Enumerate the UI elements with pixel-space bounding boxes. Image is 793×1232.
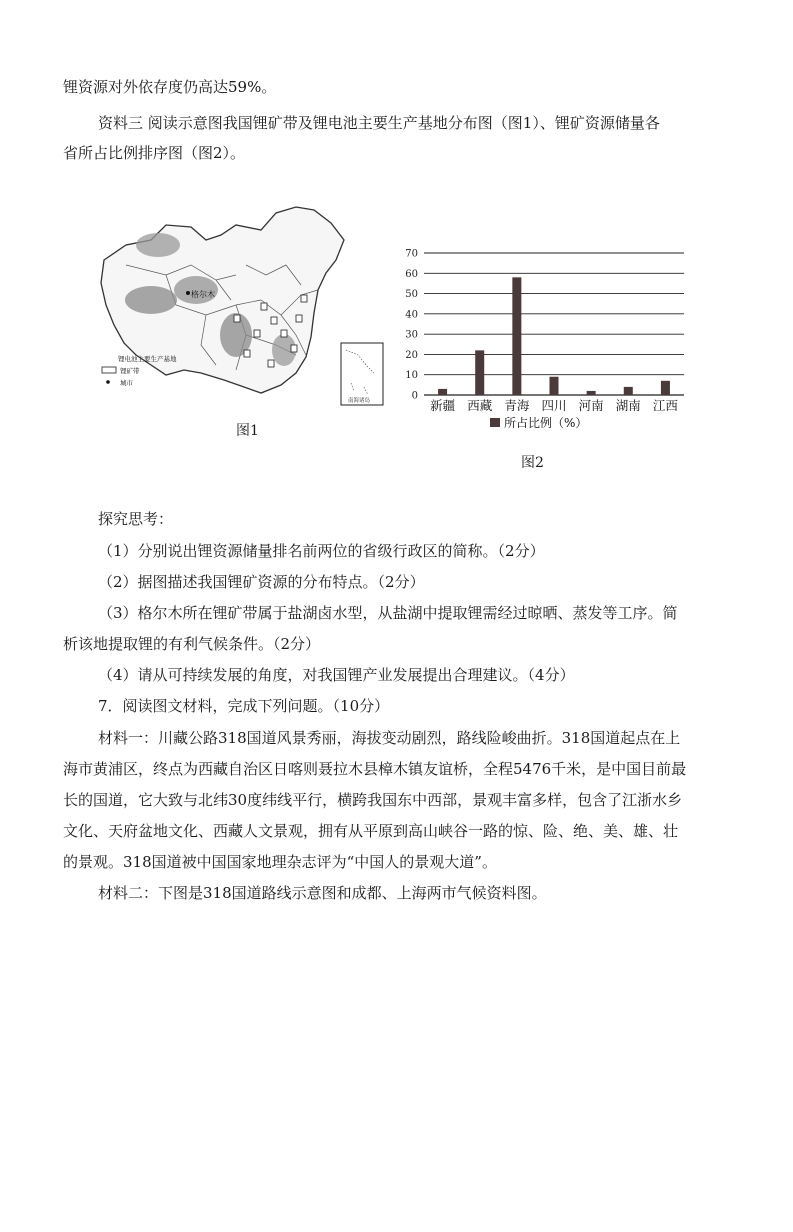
x-tick-label: 江西 bbox=[652, 398, 678, 413]
bar-chart-svg bbox=[396, 243, 696, 448]
material-1-line-3: 长的国道，它大致与北纬30度纬线平行，横跨我国东中西部，景观丰富多样，包含了江浙水乡 bbox=[63, 791, 683, 809]
figure-1-label: 图1 bbox=[236, 423, 259, 439]
legend-box-icon bbox=[102, 367, 116, 373]
question-3-line-1: （3）格尔木所在锂矿带属于盐湖卤水型，从盐湖中提取锂需经过晾晒、蒸发等工序。简 bbox=[98, 604, 678, 622]
material-1-line-5: 的景观。318国道被中国国家地理杂志评为“中国人的景观大道”。 bbox=[63, 853, 497, 871]
text-line-1: 锂资源对外依存度仍高达59%。 bbox=[63, 78, 277, 96]
material-2: 材料二：下图是318国道路线示意图和成都、上海两市气候资料图。 bbox=[98, 884, 547, 902]
question-1: （1）分别说出锂资源储量排名前两位的省级行政区的简称。（2分） bbox=[98, 542, 545, 560]
legend-city-label: 城市 bbox=[120, 379, 133, 387]
bar-4 bbox=[550, 377, 559, 395]
golmud-city-dot bbox=[186, 291, 190, 295]
legend-swatch bbox=[490, 418, 500, 427]
figure-2-label: 图2 bbox=[521, 455, 544, 471]
legend-base-label: 锂电池主要生产基地 bbox=[118, 355, 177, 363]
y-tick-label: 70 bbox=[405, 248, 418, 260]
lithium-belt-tibet bbox=[125, 286, 177, 314]
y-tick-label: 40 bbox=[405, 309, 418, 321]
x-tick-label: 青海 bbox=[504, 398, 530, 413]
question-4: （4）请从可持续发展的角度，对我国锂产业发展提出合理建议。（4分） bbox=[98, 666, 575, 684]
question-3-line-2: 析该地提取锂的有利气候条件。（2分） bbox=[63, 635, 321, 653]
y-tick-label: 0 bbox=[411, 390, 418, 402]
legend-belt-label: 锂矿带 bbox=[120, 367, 140, 375]
golmud-label: 格尔木 bbox=[191, 290, 215, 299]
questions-heading: 探究思考： bbox=[98, 510, 174, 528]
y-tick-label: 20 bbox=[405, 349, 418, 361]
inset-label: 南海诸岛 bbox=[348, 398, 371, 404]
bar-6 bbox=[624, 387, 633, 395]
china-map-drawing bbox=[96, 205, 396, 410]
lithium-map-figure bbox=[96, 205, 396, 410]
bar-1 bbox=[438, 389, 447, 395]
bar-2 bbox=[475, 350, 484, 395]
lithium-belt-xinjiang bbox=[136, 233, 180, 257]
x-tick-label: 四川 bbox=[541, 398, 567, 413]
y-tick-label: 60 bbox=[405, 268, 418, 280]
material-1-line-4: 文化、天府盆地文化、西藏人文景观，拥有从平原到高山峡谷一路的惊、险、绝、美、雄、壮 bbox=[63, 822, 679, 840]
text-line-2: 资料三 阅读示意图我国锂矿带及锂电池主要生产基地分布图（图1）、锂矿资源储量各 bbox=[98, 114, 660, 132]
bar-3 bbox=[512, 277, 521, 395]
bar-5 bbox=[587, 391, 596, 395]
x-tick-label: 湖南 bbox=[615, 398, 641, 413]
y-tick-label: 50 bbox=[405, 289, 418, 301]
x-tick-label: 新疆 bbox=[430, 398, 456, 413]
lithium-share-chart bbox=[396, 243, 696, 448]
legend-city-dot bbox=[106, 380, 110, 384]
question-7: 7．阅读图文材料，完成下列问题。（10分） bbox=[98, 697, 390, 715]
text-line-3: 省所占比例排序图（图2）。 bbox=[63, 144, 246, 162]
south-china-sea-inset bbox=[341, 343, 383, 405]
y-tick-label: 30 bbox=[405, 329, 418, 341]
x-tick-label: 河南 bbox=[578, 398, 604, 413]
material-1-line-1: 材料一：川藏公路318国道风景秀丽，海拔变动剧烈，路线险峻曲折。318国道起点在上 bbox=[98, 729, 681, 747]
legend-label: 所占比例（%） bbox=[504, 416, 588, 430]
material-1-line-2: 海市黄浦区，终点为西藏自治区日喀则聂拉木县樟木镇友谊桥，全程5476千米，是中国目前最 bbox=[63, 760, 687, 778]
question-2: （2）据图描述我国锂矿资源的分布特点。（2分） bbox=[98, 573, 425, 591]
bar-7 bbox=[661, 381, 670, 395]
x-tick-label: 西藏 bbox=[467, 398, 493, 413]
y-tick-label: 10 bbox=[405, 370, 418, 382]
